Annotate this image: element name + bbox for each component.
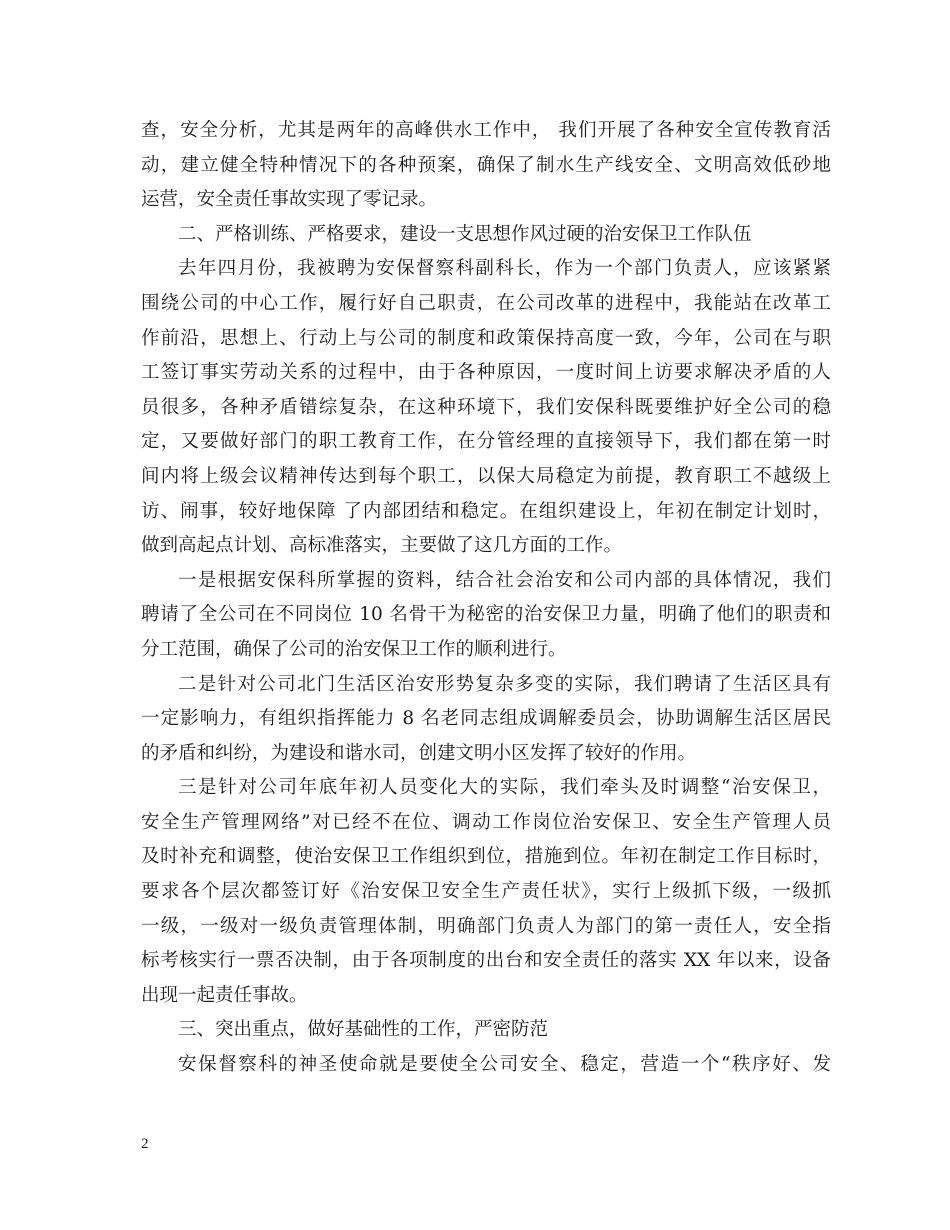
text-line: 出现一起责任事故。 bbox=[141, 984, 308, 1006]
text-line: 运营，安全责任事故实现了零记录。 bbox=[141, 189, 438, 211]
text-line: 间内将上级会议精神传达到每个职工，以保大局稳定为前提，教育职工不越级上 bbox=[141, 465, 831, 487]
text-line: 一定影响力，有组织指挥能力 8 名老同志组成调解委员会，协助调解生活区居民 bbox=[141, 708, 831, 730]
text-line: 员很多，各种矛盾错综复杂，在这种环境下，我们安保科既要维护好全公司的稳 bbox=[141, 396, 831, 418]
text-line: 查，安全分析，尤其是两年的高峰供水工作中， 我们开展了各种安全宣传教育活 bbox=[141, 120, 831, 141]
text-line: 一是根据安保科所掌握的资料，结合社会治安和公司内部的具体情况，我们 bbox=[178, 569, 831, 591]
text-line: 要求各个层次都签订好《治安保卫安全生产责任状》，实行上级抓下级，一级抓 bbox=[141, 881, 831, 903]
text-line: 及时补充和调整，使治安保卫工作组织到位，措施到位。年初在制定工作目标时， bbox=[141, 846, 831, 868]
text-line: 安保督察科的神圣使命就是要使全公司安全、稳定，营造一个“秩序好、发 bbox=[178, 1054, 831, 1076]
text-line: 动，建立健全特种情况下的各种预案，确保了制水生产线安全、文明高效低砂地 bbox=[141, 154, 831, 176]
text-line: 围绕公司的中心工作，履行好自己职责，在公司改革的进程中，我能站在改革工 bbox=[141, 292, 831, 314]
section-heading: 三、突出重点，做好基础性的工作，严密防范 bbox=[178, 1019, 549, 1041]
text-line: 标考核实行一票否决制，由于各项制度的出台和安全责任的落实 XX 年以来，设备 bbox=[141, 950, 831, 972]
text-line: 分工范围，确保了公司的治安保卫工作的顺利进行。 bbox=[141, 638, 567, 660]
text-line: 安全生产管理网络”对已经不在位、调动工作岗位治安保卫、安全生产管理人员 bbox=[141, 811, 831, 833]
text-line: 三是针对公司年底年初人员变化大的实际，我们牵头及时调整“治安保卫， bbox=[178, 777, 831, 799]
text-line: 聘请了全公司在不同岗位 10 名骨干为秘密的治安保卫力量，明确了他们的职责和 bbox=[141, 604, 831, 626]
page-number: 2 bbox=[141, 1136, 149, 1152]
body-text bbox=[141, 114, 831, 1083]
text-line: 做到高起点计划、高标准落实，主要做了这几方面的工作。 bbox=[141, 535, 623, 557]
text-line: 一级，一级对一级负责管理体制，明确部门负责人为部门的第一责任人，安全指 bbox=[141, 915, 831, 937]
section-heading: 二、严格训练、严格要求，建设一支思想作风过硬的治安保卫工作队伍 bbox=[178, 223, 752, 245]
text-line: 工签订事实劳动关系的过程中，由于各种原因，一度时间上访要求解决矛盾的人 bbox=[141, 362, 831, 384]
text-line: 作前沿，思想上、行动上与公司的制度和政策保持高度一致，今年，公司在与职 bbox=[141, 327, 831, 349]
text-line: 的矛盾和纠纷，为建设和谐水司，创建文明小区发挥了较好的作用。 bbox=[141, 742, 697, 764]
text-line: 二是针对公司北门生活区治安形势复杂多变的实际，我们聘请了生活区具有 bbox=[178, 673, 831, 695]
text-line: 定，又要做好部门的职工教育工作，在分管经理的直接领导下，我们都在第一时 bbox=[141, 431, 831, 453]
text-line: 访、闹事，较好地保障 了内部团结和稳定。在组织建设上，年初在制定计划时， bbox=[141, 500, 831, 522]
text-line: 去年四月份，我被聘为安保督察科副科长，作为一个部门负责人，应该紧紧 bbox=[178, 258, 831, 280]
